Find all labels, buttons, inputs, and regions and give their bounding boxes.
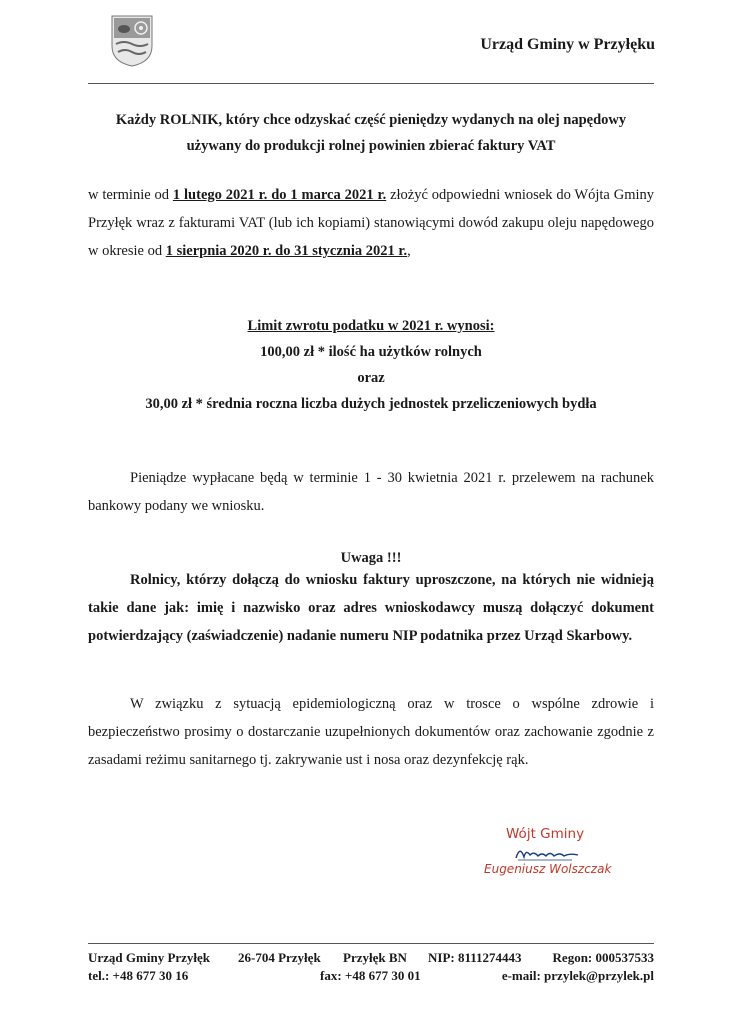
header-divider [88,83,654,84]
office-title: Urząd Gminy w Przyłęku [480,36,655,53]
footer-fax: fax: +48 677 30 01 [320,968,421,983]
intro-line-1: Każdy ROLNIK, który chce odzyskać część pieniędzy wydanych na olej napędowy [115,112,627,128]
footer-email: e-mail: przylek@przylek.pl [501,968,654,983]
signature-name: Eugeniusz Wolszczak [484,862,612,876]
municipality-crest-icon [108,14,156,68]
signature-title: Wójt Gminy [506,826,585,842]
limit-line-2: oraz [357,370,385,386]
handwritten-signature [512,843,582,863]
deadline-dates: 1 lutego 2021 r. do 1 marca 2021 r. [172,187,387,203]
footer-city: Przyłęk BN [343,950,407,965]
footer-divider [88,943,654,944]
limit-line-3: 30,00 zł * średnia roczna liczba dużych jednostek przeliczeniowych bydła [145,396,597,412]
footer-tel: tel.: +48 677 30 16 [88,968,189,983]
covid-paragraph: W związku z sytuacją epidemiologiczną oraz w trosce o wspólne zdrowie i bezpieczeństwo prosimy o dostarczanie uzupełnionych dokumentów oraz zachowanie zgodnie z zasadami reżimu sanitarnego tj. zakrywanie ust i nosa oraz dezynfekcję rąk. [88,696,654,768]
payment-paragraph: Pieniądze wypłacane będą w terminie 1 - 30 kwietnia 2021 r. przelewem na rachunek bankowy podany we wniosku. [88,470,654,514]
warning-title: Uwaga !!! [340,550,402,566]
footer-regon: Regon: 000537533 [552,950,654,965]
footer-postal: 26-704 Przyłęk [238,950,321,965]
limit-heading: Limit zwrotu podatku w 2021 r. wynosi: [247,318,495,334]
deadline-paragraph: w terminie od 1 lutego 2021 r. do 1 marca 2021 r. złożyć odpowiedni wniosek do Wójta Gminy Przyłęk wraz z fakturami VAT (lub ich kopiami) stanowiącymi dowód zakupu oleju napędowego w okresie od 1 sierpnia 2020 r. do 31 stycznia 2021 r., [88,187,654,259]
footer-nip: NIP: 8111274443 [428,950,522,965]
warning-text: Rolnicy, którzy dołączą do wniosku faktury uproszczone, na których nie widnieją takie dane jak: imię i nazwisko oraz adres wnioskodawcy muszą dołączyć dokument potwierdzający (zaświadczenie) nadanie numeru NIP podatnika przez Urząd Skarbowy. [88,572,654,644]
purchase-period: 1 sierpnia 2020 r. do 31 stycznia 2021 r. [165,243,408,259]
footer-office: Urząd Gminy Przyłęk [88,950,211,965]
limit-line-1: 100,00 zł * ilość ha użytków rolnych [260,344,482,360]
intro-line-2: używany do produkcji rolnej powinien zbierać faktury VAT [186,138,556,154]
